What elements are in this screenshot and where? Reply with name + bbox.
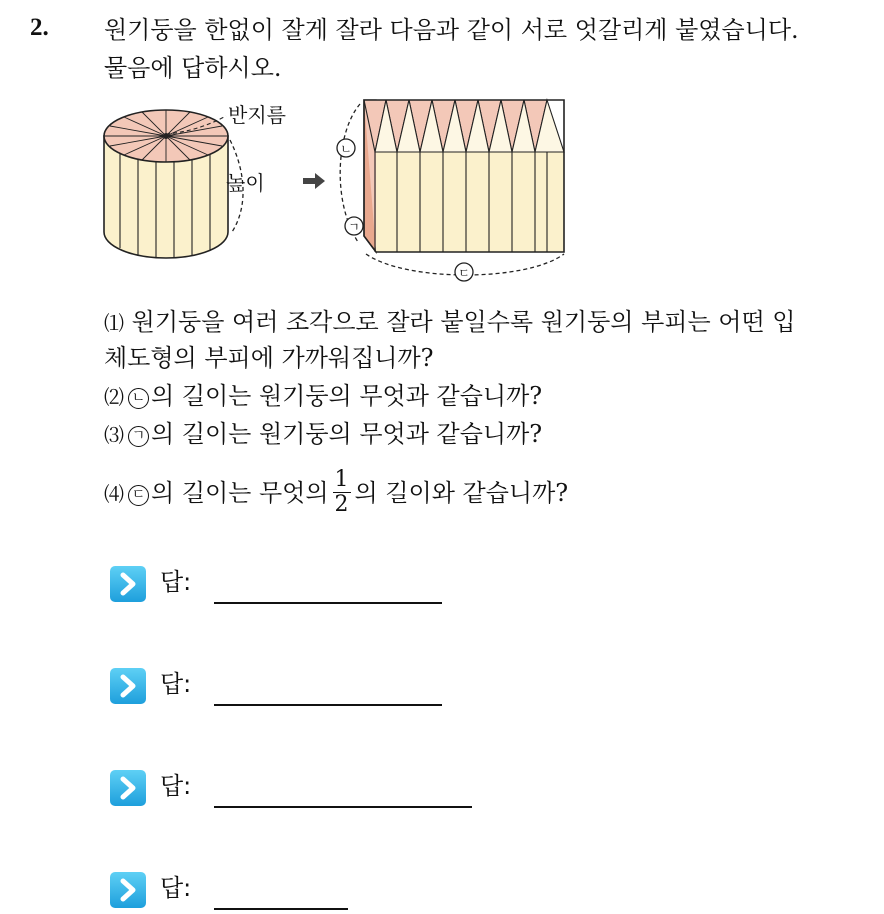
- arrow-right-icon: [303, 173, 325, 189]
- subquestion-1-line-1: [104, 306, 795, 339]
- mark-c: [455, 263, 473, 281]
- subquestion-4-text-a: 의 길이는 무엇의: [151, 479, 329, 507]
- chevron-right-icon: [110, 872, 146, 908]
- chevron-right-icon: [110, 566, 146, 602]
- subquestion-4-text-b: 의 길이와 같습니까?: [354, 479, 569, 507]
- fraction-denominator: 2: [334, 492, 349, 517]
- subquestion-1-text-a: 원기둥을 여러 조각으로 잘라 붙일수록 원기둥의 부피는 어떤 입: [131, 308, 796, 336]
- circled-mark-a: ㄱ: [128, 426, 149, 447]
- subquestion-2-number: ⑵: [104, 385, 124, 409]
- cylinder: [104, 110, 243, 258]
- subquestion-2: [104, 380, 542, 413]
- subquestion-2-text: 의 길이는 원기둥의 무엇과 같습니까?: [151, 382, 543, 410]
- circled-mark-b: ㄴ: [128, 388, 149, 409]
- fraction-numerator: 1: [334, 467, 349, 492]
- svg-text:ㄷ: ㄷ: [458, 266, 470, 280]
- fraction-one-half: [333, 468, 351, 517]
- answer-label: 답:: [160, 874, 192, 902]
- answer-blank[interactable]: [214, 908, 348, 910]
- height-label: 높이: [226, 171, 265, 195]
- cylinder-diagram: [96, 92, 576, 292]
- svg-text:ㄱ: ㄱ: [348, 220, 360, 234]
- answer-label: 답:: [160, 772, 192, 800]
- mark-a: [345, 217, 363, 235]
- answer-label: 답:: [160, 670, 192, 698]
- subquestion-3-number: ⑶: [104, 423, 124, 447]
- subquestion-4-number: ⑷: [104, 482, 124, 506]
- subquestion-1-number: ⑴: [104, 311, 124, 335]
- mark-b: [337, 139, 355, 157]
- answer-blank[interactable]: [214, 806, 472, 808]
- radius-label: 반지름: [228, 103, 286, 127]
- answer-blank[interactable]: [214, 704, 442, 706]
- chevron-right-icon: [110, 668, 146, 704]
- question-text-line-1: 원기둥을 한없이 잘게 잘라 다음과 같이 서로 엇갈리게 붙였습니다.: [104, 16, 799, 44]
- answer-blank[interactable]: [214, 602, 442, 604]
- subquestion-3-text: 의 길이는 원기둥의 무엇과 같습니까?: [151, 420, 543, 448]
- question-text-line-2: 물음에 답하시오.: [104, 54, 282, 82]
- cylinder-figure: [96, 92, 576, 292]
- svg-text:ㄴ: ㄴ: [340, 142, 352, 156]
- question-number: 2.: [30, 14, 49, 41]
- chevron-right-icon: [110, 770, 146, 806]
- subquestion-1-line-2: 체도형의 부피에 가까워집니까?: [104, 344, 434, 372]
- circled-mark-c: ㄷ: [128, 485, 149, 506]
- answer-label: 답:: [160, 568, 192, 596]
- subquestion-4: [104, 467, 569, 519]
- subquestion-3: [104, 418, 542, 451]
- rearranged-shape: [340, 100, 564, 275]
